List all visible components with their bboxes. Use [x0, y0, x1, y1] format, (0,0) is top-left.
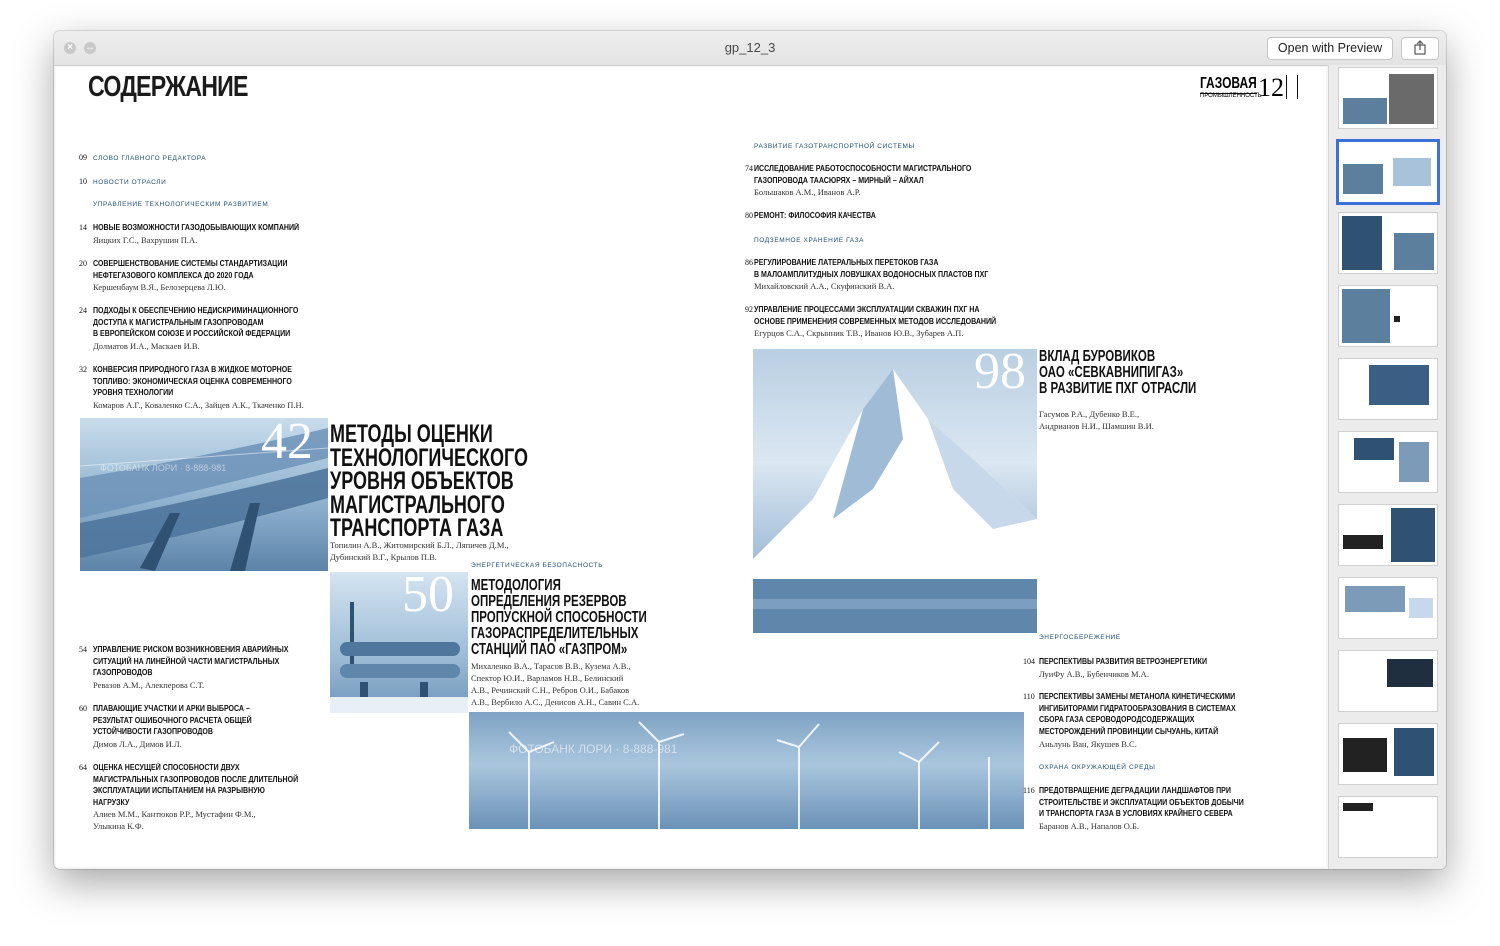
- toc-section-link[interactable]: НОВОСТИ ОТРАСЛИ: [93, 179, 167, 186]
- page-thumbnail-selected[interactable]: [1336, 139, 1440, 205]
- page-thumbnail[interactable]: [1338, 431, 1438, 493]
- feature-title-link[interactable]: МЕТОДЫ ОЦЕНКИ ТЕХНОЛОГИЧЕСКОГО УРОВНЯ ОБЪЕКТОВ МАГИСТРАЛЬНОГО ТРАНСПОРТА ГАЗА: [330, 420, 528, 542]
- logo-bars: [1286, 75, 1298, 99]
- toc-authors: Комаров А.Г., Коваленко С.А., Зайцев А.К., Ткаченко П.Н.: [93, 400, 304, 410]
- toc-article-link[interactable]: ПЛАВАЮЩИЕ УЧАСТКИ И АРКИ ВЫБРОСА – РЕЗУЛЬТАТ ОШИБОЧНОГО РАСЧЕТА ОБЩЕЙ УСТОЙЧИВОСТИ ГАЗОПРОВОДОВ: [93, 704, 252, 736]
- toc-authors: Аньлунь Ван, Якушев В.С.: [1039, 739, 1137, 749]
- toc-num: 54: [79, 645, 87, 654]
- section-heading: РАЗВИТИЕ ГАЗОТРАНСПОРТНОЙ СИСТЕМЫ: [754, 143, 915, 150]
- toc-article-link[interactable]: ИССЛЕДОВАНИЕ РАБОТОСПОСОБНОСТИ МАГИСТРАЛЬНОГО ГАЗОПРОВОДА ТААСЮРЯХ – МИРНЫЙ – АЙХАЛ: [754, 164, 972, 185]
- toc-num: 80: [745, 211, 753, 220]
- toc-article-link[interactable]: СОВЕРШЕНСТВОВАНИЕ СИСТЕМЫ СТАНДАРТИЗАЦИИ НЕФТЕГАЗОВОГО КОМПЛЕКСА ДО 2020 ГОДА: [93, 259, 288, 280]
- logo-number: 12: [1258, 73, 1284, 102]
- window-title: gp_12_3: [724, 40, 776, 55]
- toc-num: 92: [745, 305, 753, 314]
- toc-authors: Ревазов А.М., Алекперова С.Т.: [93, 680, 205, 690]
- page-heading: СОДЕРЖАНИЕ: [88, 71, 248, 103]
- page-thumbnail[interactable]: [1338, 796, 1438, 858]
- section-heading: ЭНЕРГОСБЕРЕЖЕНИЕ: [1039, 634, 1121, 641]
- toc-article-link[interactable]: УПРАВЛЕНИЕ РИСКОМ ВОЗНИКНОВЕНИЯ АВАРИЙНЫХ СИТУАЦИЙ НА ЛИНЕЙНОЙ ЧАСТИ МАГИСТРАЛЬНЫХ ГАЗОПРОВОДОВ: [93, 645, 289, 677]
- toc-article-link[interactable]: РЕГУЛИРОВАНИЕ ЛАТЕРАЛЬНЫХ ПЕРЕТОКОВ ГАЗА В МАЛОАМПЛИТУДНЫХ ЛОВУШКАХ ВОДОНОСНЫХ ПЛАСТОВ ПХГ: [754, 258, 989, 279]
- page-thumbnail[interactable]: [1338, 504, 1438, 566]
- page-thumbnail[interactable]: [1338, 650, 1438, 712]
- page-thumbnail[interactable]: [1338, 67, 1438, 129]
- feature-number: 98: [974, 343, 1026, 400]
- wind-farm-illustration: [469, 712, 1024, 829]
- page-thumbnail[interactable]: [1338, 723, 1438, 785]
- feature-title-link[interactable]: МЕТОДОЛОГИЯ ОПРЕДЕЛЕНИЯ РЕЗЕРВОВ ПРОПУСКНОЙ СПОСОБНОСТИ ГАЗОРАСПРЕДЕЛИТЕЛЬНЫХ СТАНЦИЙ ПАО «ГАЗПРОМ»: [471, 577, 647, 658]
- toc-section-link[interactable]: СЛОВО ГЛАВНОГО РЕДАКТОРА: [93, 155, 207, 162]
- page-thumbnail[interactable]: [1338, 285, 1438, 347]
- toc-article-link[interactable]: ПЕРСПЕКТИВЫ ЗАМЕНЫ МЕТАНОЛА КИНЕТИЧЕСКИМИ ИНГИБИТОРАМИ ГИДРАТООБРАЗОВАНИЯ В СИСТЕМАХ СБОРА ГАЗА СЕРОВОДОРОДСОДЕРЖАЩИХ МЕСТОРОЖДЕНИЙ ПРОВИНЦИИ СЫЧУАНЬ, КИТАЙ: [1039, 692, 1236, 736]
- toc-num: 74: [745, 164, 753, 173]
- toc-num: 10: [79, 177, 87, 186]
- toc-num: 116: [1023, 786, 1035, 795]
- toc-authors: Баранов А.В., Напалов О.Б.: [1039, 821, 1140, 831]
- toc-authors: Кершенбаум В.Я., Белозерцева Л.Ю.: [93, 282, 226, 292]
- title-bar[interactable]: [54, 31, 1446, 66]
- feature-authors: Топилин А.В., Житомирский Б.Л., Ляпичев Д.М., Дубинский В.Г., Крылов П.В.: [330, 540, 509, 562]
- section-heading: ОХРАНА ОКРУЖАЮЩЕЙ СРЕДЫ: [1039, 764, 1156, 771]
- wind-farm-photo: [469, 712, 1024, 829]
- toc-article-link[interactable]: РЕМОНТ: ФИЛОСОФИЯ КАЧЕСТВА: [754, 211, 876, 220]
- toc-article-link[interactable]: КОНВЕРСИЯ ПРИРОДНОГО ГАЗА В ЖИДКОЕ МОТОРНОЕ ТОПЛИВО: ЭКОНОМИЧЕСКАЯ ОЦЕНКА СОВРЕМЕННОГО УРОВНЯ ТЕХНОЛОГИИ: [93, 365, 292, 397]
- toc-authors: Егурцов С.А., Скрынник Т.В., Иванов Ю.В., Зубарев А.П.: [754, 328, 964, 338]
- toc-authors: ЛуиФу А.В., Бубенчиков М.А.: [1039, 669, 1149, 679]
- toc-num: 60: [79, 704, 87, 713]
- document-page[interactable]: [56, 67, 1326, 867]
- toc-authors: Яицких Г.С., Вахрушин П.А.: [93, 235, 198, 245]
- toc-article-link[interactable]: ПОДХОДЫ К ОБЕСПЕЧЕНИЮ НЕДИСКРИМИНАЦИОННОГО ДОСТУПА К МАГИСТРАЛЬНЫМ ГАЗОПРОВОДАМ В ЕВРОПЕЙСКОМ СОЮЗЕ И РОССИЙСКОЙ ФЕДЕРАЦИИ: [93, 306, 299, 338]
- thumbnail-sidebar[interactable]: [1328, 65, 1446, 869]
- preview-window: [54, 31, 1446, 869]
- feature-title-link[interactable]: ВКЛАД БУРОВИКОВ ОАО «СЕВКАВНИПИГАЗ» В РАЗВИТИЕ ПХГ ОТРАСЛИ: [1039, 348, 1197, 397]
- feature-number: 50: [402, 566, 454, 623]
- toc-num: 14: [79, 223, 87, 232]
- feature-number: 42: [261, 413, 313, 470]
- page-thumbnail[interactable]: [1338, 577, 1438, 639]
- toc-article-link[interactable]: ПЕРСПЕКТИВЫ РАЗВИТИЯ ВЕТРОЭНЕРГЕТИКИ: [1039, 657, 1208, 666]
- toc-article-link[interactable]: НОВЫЕ ВОЗМОЖНОСТИ ГАЗОДОБЫВАЮЩИХ КОМПАНИЙ: [93, 223, 300, 232]
- toc-authors: Михайловский А.А., Скуфинский В.А.: [754, 281, 895, 291]
- toc-article-link[interactable]: ПРЕДОТВРАЩЕНИЕ ДЕГРАДАЦИИ ЛАНДШАФТОВ ПРИ СТРОИТЕЛЬСТВЕ И ЭКСПЛУАТАЦИИ ОБЪЕКТОВ ДОБЫЧИ И ТРАНСПОРТА ГАЗА В УСЛОВИЯХ КРАЙНЕГО СЕВЕРА: [1039, 786, 1244, 818]
- close-icon[interactable]: ×: [64, 42, 76, 54]
- feature-authors: Гасумов Р.А., Дубенко В.Е., Андрианов Н.И., Шамшин В.И.: [1039, 409, 1154, 431]
- open-with-preview-button[interactable]: Open with Preview: [1267, 37, 1393, 60]
- logo-text: ГАЗОВАЯ: [1200, 75, 1257, 92]
- toc-authors: Большаков А.М., Иванов А.Р.: [754, 187, 861, 197]
- toc-num: 104: [1023, 657, 1035, 666]
- toc-authors: Долматов И.А., Маскаев И.В.: [93, 341, 200, 351]
- share-button[interactable]: [1401, 37, 1439, 60]
- page-thumbnail[interactable]: [1338, 358, 1438, 420]
- toc-authors: Алиев М.М., Кантюков Р.Р., Мустафин Ф.М., Улыкина К.Ф.: [93, 809, 256, 831]
- toc-num: 20: [79, 259, 87, 268]
- toc-num: 64: [79, 763, 87, 772]
- toc-num: 110: [1023, 692, 1035, 701]
- section-heading: УПРАВЛЕНИЕ ТЕХНОЛОГИЧЕСКИМ РАЗВИТИЕМ: [93, 201, 269, 208]
- toc-article-link[interactable]: ОЦЕНКА НЕСУЩЕЙ СПОСОБНОСТИ ДВУХ МАГИСТРАЛЬНЫХ ГАЗОПРОВОДОВ ПОСЛЕ ДЛИТЕЛЬНОЙ ЭКСПЛУАТАЦИИ ИСПЫТАНИЕМ НА РАЗРЫВНУЮ НАГРУЗКУ: [93, 763, 299, 807]
- toc-num: 09: [79, 153, 87, 162]
- share-icon: [1402, 38, 1438, 59]
- toc-authors: Димов Л.А., Димов И.Л.: [93, 739, 182, 749]
- fullscreen-icon[interactable]: ↔: [85, 42, 95, 53]
- section-heading: ПОДЗЕМНОЕ ХРАНЕНИЕ ГАЗА: [754, 237, 865, 244]
- logo-sub: ПРОМЫШЛЕННОСТЬ: [1200, 93, 1262, 99]
- page-thumbnail[interactable]: [1338, 212, 1438, 274]
- photo-watermark: ФОТОБАНК ЛОРИ · 8-888-981: [509, 742, 678, 756]
- toc-num: 86: [745, 258, 753, 267]
- toc-num: 32: [79, 365, 87, 374]
- toc-num: 24: [79, 306, 87, 315]
- section-heading: ЭНЕРГЕТИЧЕСКАЯ БЕЗОПАСНОСТЬ: [471, 562, 604, 569]
- toc-article-link[interactable]: УПРАВЛЕНИЕ ПРОЦЕССАМИ ЭКСПЛУАТАЦИИ СКВАЖИН ПХГ НА ОСНОВЕ ПРИМЕНЕНИЯ СОВРЕМЕННЫХ МЕТОДОВ ИССЛЕДОВАНИЙ: [754, 305, 997, 326]
- feature-authors: Михаленко В.А., Тарасов В.В., Кузема А.В., Спектор Ю.И., Варламов Н.В., Белинский А.В., Речинский С.Н., Ребров О.И., Бабаков А.В., Вербило А.С., Денисов А.Н., Савин С.А.: [471, 661, 640, 707]
- photo-watermark: ФОТОБАНК ЛОРИ · 8-888-981: [100, 463, 227, 473]
